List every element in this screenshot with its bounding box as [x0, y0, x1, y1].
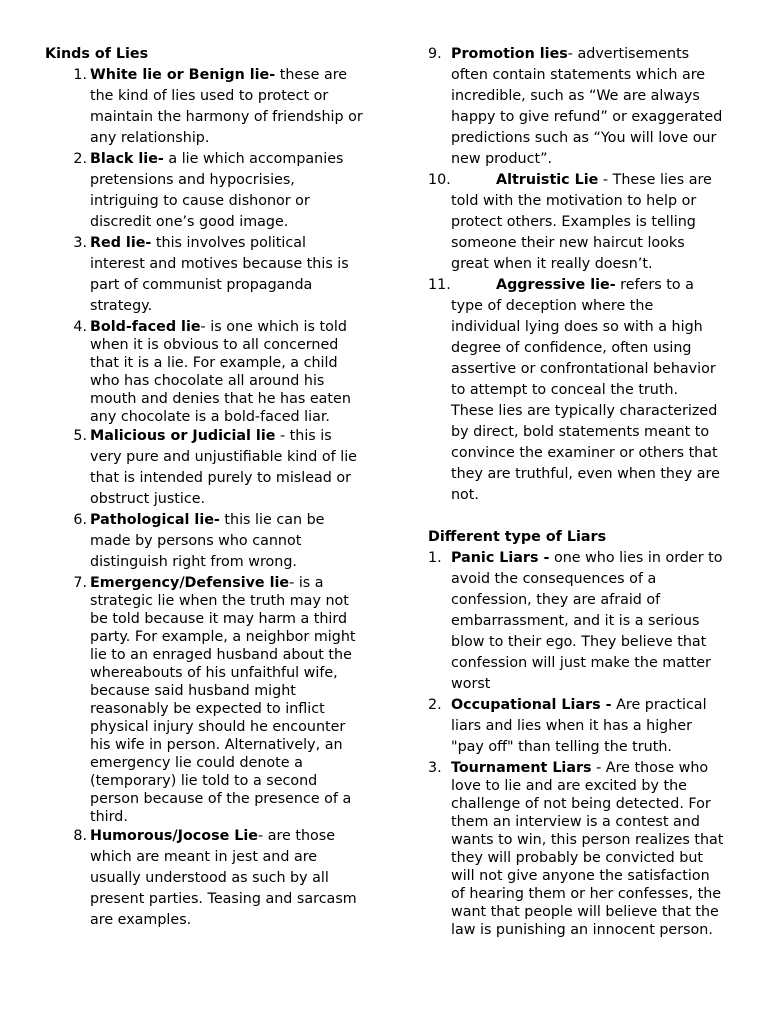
- list-item: [45, 426, 365, 510]
- list-item: [45, 573, 365, 826]
- item-term: Emergency/Defensive lie: [90, 575, 290, 591]
- item-term: White lie or Benign lie-: [90, 67, 276, 83]
- item-body: [90, 317, 365, 426]
- item-term: Malicious or Judicial lie: [90, 428, 276, 444]
- item-number: 6.: [73, 512, 87, 528]
- item-text: Are practical liars and lies when it has a higher "pay off" than telling the truth.: [451, 697, 707, 755]
- item-text: this involves political interest and motives because this is part of communist propaganda strategy.: [90, 235, 349, 314]
- list-item: [45, 233, 365, 317]
- list-item: [45, 826, 365, 931]
- item-number: 5.: [73, 428, 87, 444]
- item-text: this lie can be made by persons who cannot distinguish right from wrong.: [90, 512, 325, 570]
- right-column: [428, 44, 724, 939]
- item-number: 7.: [73, 575, 87, 591]
- item-body: [451, 170, 724, 275]
- item-text: - this is very pure and unjustifiable kind of lie that is intended purely to mislead or obstruct justice.: [90, 428, 357, 507]
- item-body: [90, 65, 365, 149]
- item-number: 3.: [73, 235, 87, 251]
- item-text: refers to a type of deception where the individual lying does so with a high degree of confidence, often using assertive or confrontational behavior to attempt to conceal the truth. These lies are typically characterized by direct, bold statements meant to convince the examiner or others that they are truthful, even when they are not.: [451, 277, 720, 503]
- list-item: [45, 65, 365, 149]
- item-text: - Are those who love to lie and are excited by the challenge of not being detected. For them an interview is a contest and wants to win, this person realizes that they will probably be convicted but will not give anyone the satisfaction of hearing them or her confesses, the want that people will believe that the law is punishing an innocent person.: [451, 760, 724, 938]
- kinds-of-lies-heading: Kinds of Lies: [45, 46, 149, 62]
- list-item: [428, 44, 724, 170]
- item-text: a lie which accompanies pretensions and hypocrisies, intriguing to cause dishonor or discredit one’s good image.: [90, 151, 344, 230]
- list-item: [428, 170, 724, 275]
- item-number: 3.: [428, 760, 442, 776]
- left-column: [45, 44, 365, 931]
- item-text: - is a strategic lie when the truth may not be told because it may harm a third party. For example, a neighbor might lie to an enraged husband about the whereabouts of his unfaithful wife, because said husband might reasonably be expected to inflict physical injury should he encounter his wife in person. Alternatively, an emergency lie could denote a (temporary) lie told to a second person because of the presence of a third.: [90, 575, 356, 825]
- item-number: 4.: [73, 319, 87, 335]
- item-number: 1.: [73, 67, 87, 83]
- item-term: Humorous/Jocose Lie: [90, 828, 258, 844]
- item-text: - is one which is told when it is obvious to all concerned that it is a lie. For example, a child who has chocolate all around his mouth and denies that he has eaten any chocolate is a bold-faced liar.: [90, 319, 351, 425]
- item-body: [90, 426, 365, 510]
- item-number: 8.: [73, 828, 87, 844]
- item-term: Promotion lies: [451, 46, 568, 62]
- item-term: Bold-faced lie: [90, 319, 201, 335]
- item-number: 9.: [428, 46, 442, 62]
- list-item: [428, 695, 724, 758]
- item-body: [451, 758, 724, 939]
- item-body: [451, 44, 724, 170]
- item-term: Aggressive lie-: [496, 277, 616, 293]
- list-item: [428, 758, 724, 939]
- item-term: Black lie-: [90, 151, 164, 167]
- item-term: Red lie-: [90, 235, 152, 251]
- item-number: 1.: [428, 550, 442, 566]
- list-item: [45, 317, 365, 426]
- item-text: one who lies in order to avoid the consequences of a confession, they are afraid of embarrassment, and it is a serious blow to their ego. They believe that confession will just make the matter worst: [451, 550, 723, 692]
- list-item: [45, 510, 365, 573]
- item-body: [451, 548, 724, 695]
- item-number: 2.: [73, 151, 87, 167]
- item-body: [90, 510, 365, 573]
- item-body: [451, 275, 724, 506]
- item-body: [90, 573, 365, 826]
- item-text: - advertisements often contain statements which are incredible, such as “We are always happy to give refund” or exaggerated predictions such as “You will love our new product”.: [451, 46, 723, 167]
- item-number: 11.: [428, 277, 451, 293]
- item-body: [90, 233, 365, 317]
- item-term: Altruistic Lie: [496, 172, 599, 188]
- list-item: [428, 275, 724, 506]
- item-number: 10.: [428, 172, 451, 188]
- item-text: these are the kind of lies used to protect or maintain the harmony of friendship or any relationship.: [90, 67, 363, 146]
- item-body: [451, 695, 724, 758]
- item-body: [90, 826, 365, 931]
- item-text: - are those which are meant in jest and are usually understood as such by all present parties. Teasing and sarcasm are examples.: [90, 828, 357, 928]
- item-body: [90, 149, 365, 233]
- item-text: - These lies are told with the motivation to help or protect others. Examples is telling someone their new haircut looks great when it really doesn’t.: [451, 172, 712, 272]
- item-term: Panic Liars -: [451, 550, 550, 566]
- item-term: Pathological lie-: [90, 512, 220, 528]
- list-item: [45, 149, 365, 233]
- list-item: [428, 548, 724, 695]
- item-number: 2.: [428, 697, 442, 713]
- item-term: Occupational Liars -: [451, 697, 612, 713]
- item-term: Tournament Liars: [451, 760, 592, 776]
- types-of-liars-heading: Different type of Liars: [428, 529, 607, 545]
